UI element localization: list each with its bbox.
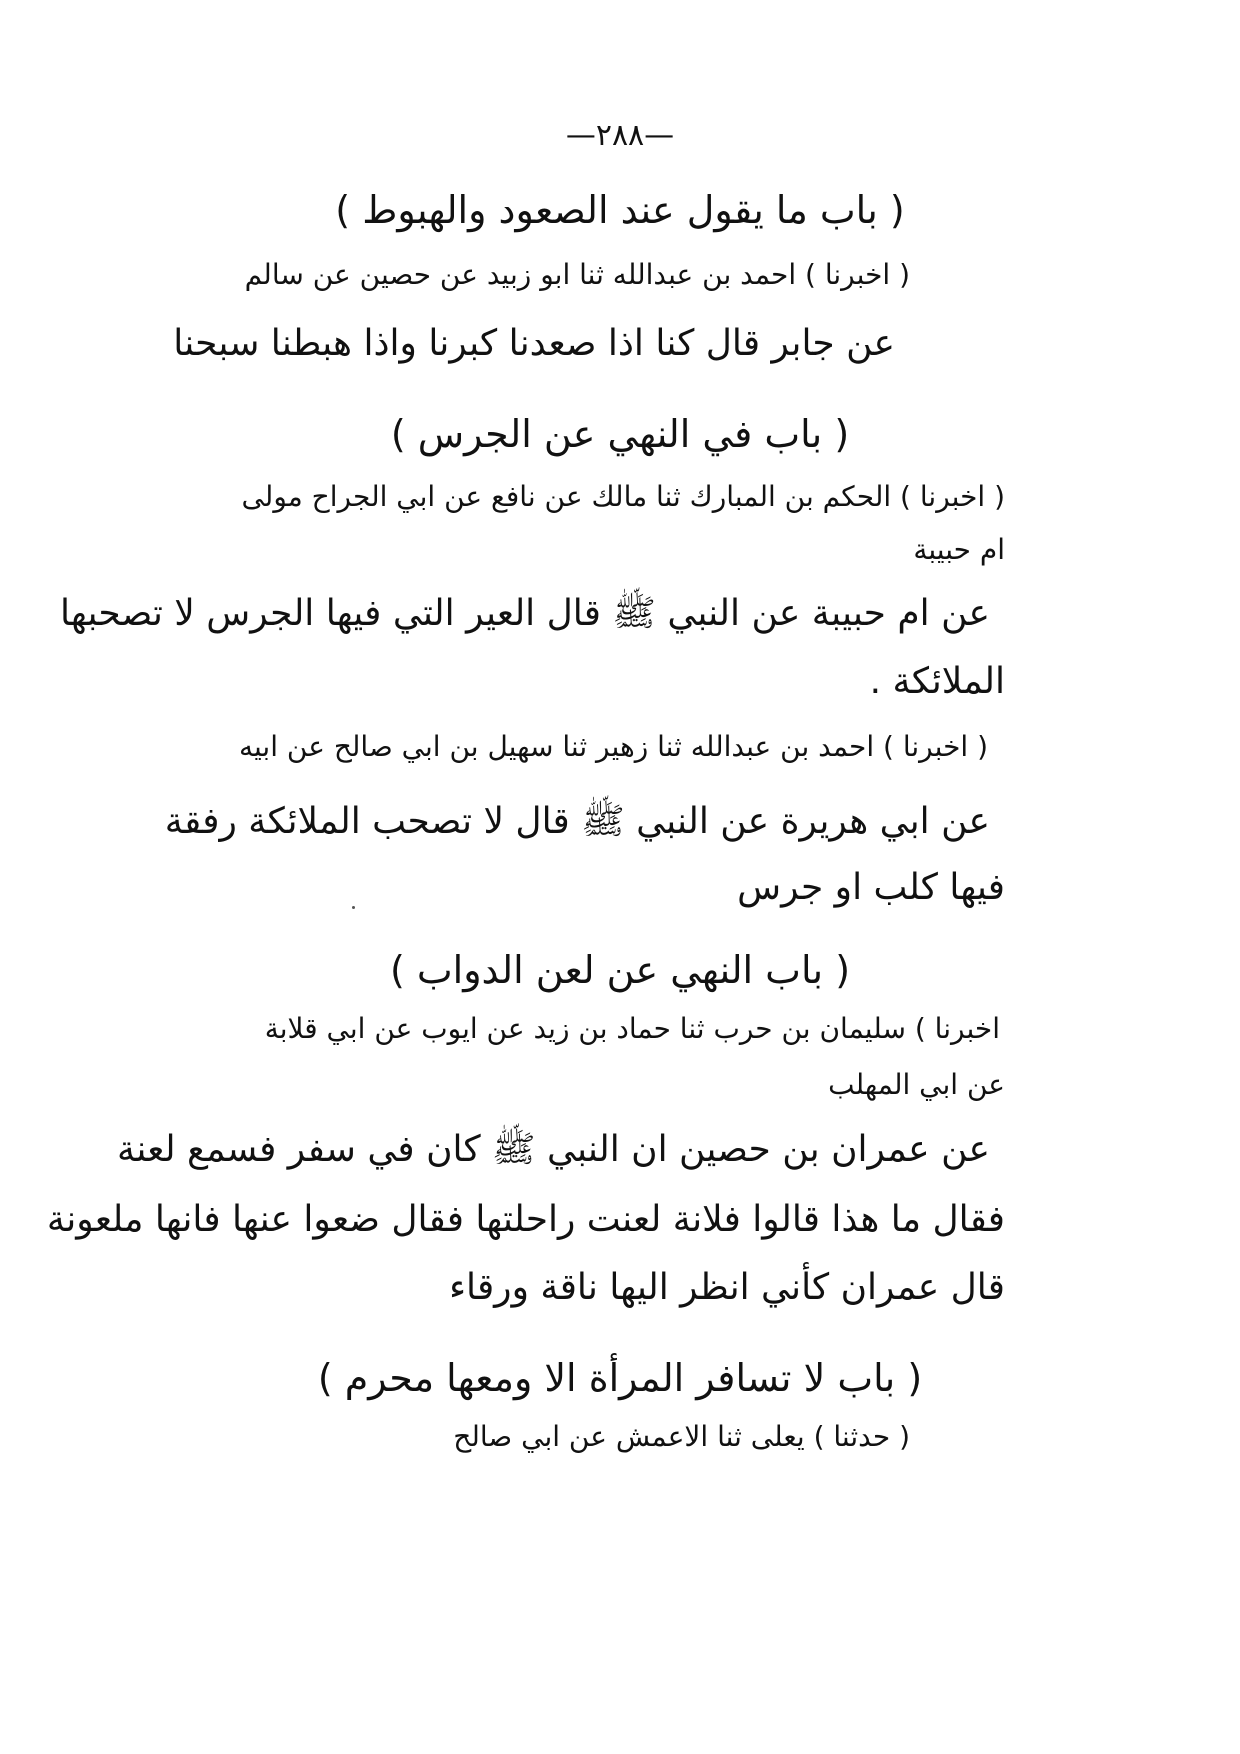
isnad-line: ( حدثنا ) يعلى ثنا الاعمش عن ابي صالح bbox=[453, 1420, 910, 1453]
hadith-text-line: فقال ما هذا قالوا فلانة لعنت راحلتها فقال ضعوا عنها فانها ملعونة bbox=[46, 1199, 1005, 1240]
scan-speck bbox=[352, 906, 355, 909]
chapter-heading: ( باب في النهي عن الجرس ) bbox=[390, 412, 850, 456]
hadith-text-line: عن ابي هريرة عن النبي ﷺ قال لا تصحب الملائكة رفقة bbox=[164, 801, 990, 842]
isnad-line: ام حبيبة bbox=[913, 533, 1005, 566]
isnad-line: ( اخبرنا ) احمد بن عبدالله ثنا زهير ثنا سهيل بن ابي صالح عن ابيه bbox=[238, 730, 988, 763]
isnad-line: اخبرنا ) سليمان بن حرب ثنا حماد بن زيد عن ايوب عن ابي قلابة bbox=[264, 1012, 1000, 1045]
hadith-text-line: فيها كلب او جرس bbox=[737, 867, 1005, 908]
isnad-line: عن ابي المهلب bbox=[828, 1068, 1005, 1101]
isnad-line: ( اخبرنا ) احمد بن عبدالله ثنا ابو زبيد عن حصين عن سالم bbox=[244, 258, 910, 291]
hadith-text-line: الملائكة . bbox=[869, 661, 1005, 702]
page-number: —٢٨٨— bbox=[565, 118, 675, 153]
chapter-heading: ( باب النهي عن لعن الدواب ) bbox=[389, 948, 851, 992]
hadith-text-line: قال عمران كأني انظر اليها ناقة ورقاء bbox=[449, 1267, 1005, 1308]
chapter-heading: ( باب لا تسافر المرأة الا ومعها محرم ) bbox=[317, 1356, 923, 1400]
chapter-heading: ( باب ما يقول عند الصعود والهبوط ) bbox=[335, 188, 905, 232]
hadith-text-line: عن عمران بن حصين ان النبي ﷺ كان في سفر فسمع لعنة bbox=[117, 1129, 990, 1170]
hadith-text-line: عن جابر قال كنا اذا صعدنا كبرنا واذا هبطنا سبحنا bbox=[173, 323, 895, 364]
isnad-line: ( اخبرنا ) الحكم بن المبارك ثنا مالك عن نافع عن ابي الجراح مولى bbox=[241, 480, 1005, 513]
hadith-text-line: عن ام حبيبة عن النبي ﷺ قال العير التي فيها الجرس لا تصحبها bbox=[59, 593, 990, 634]
